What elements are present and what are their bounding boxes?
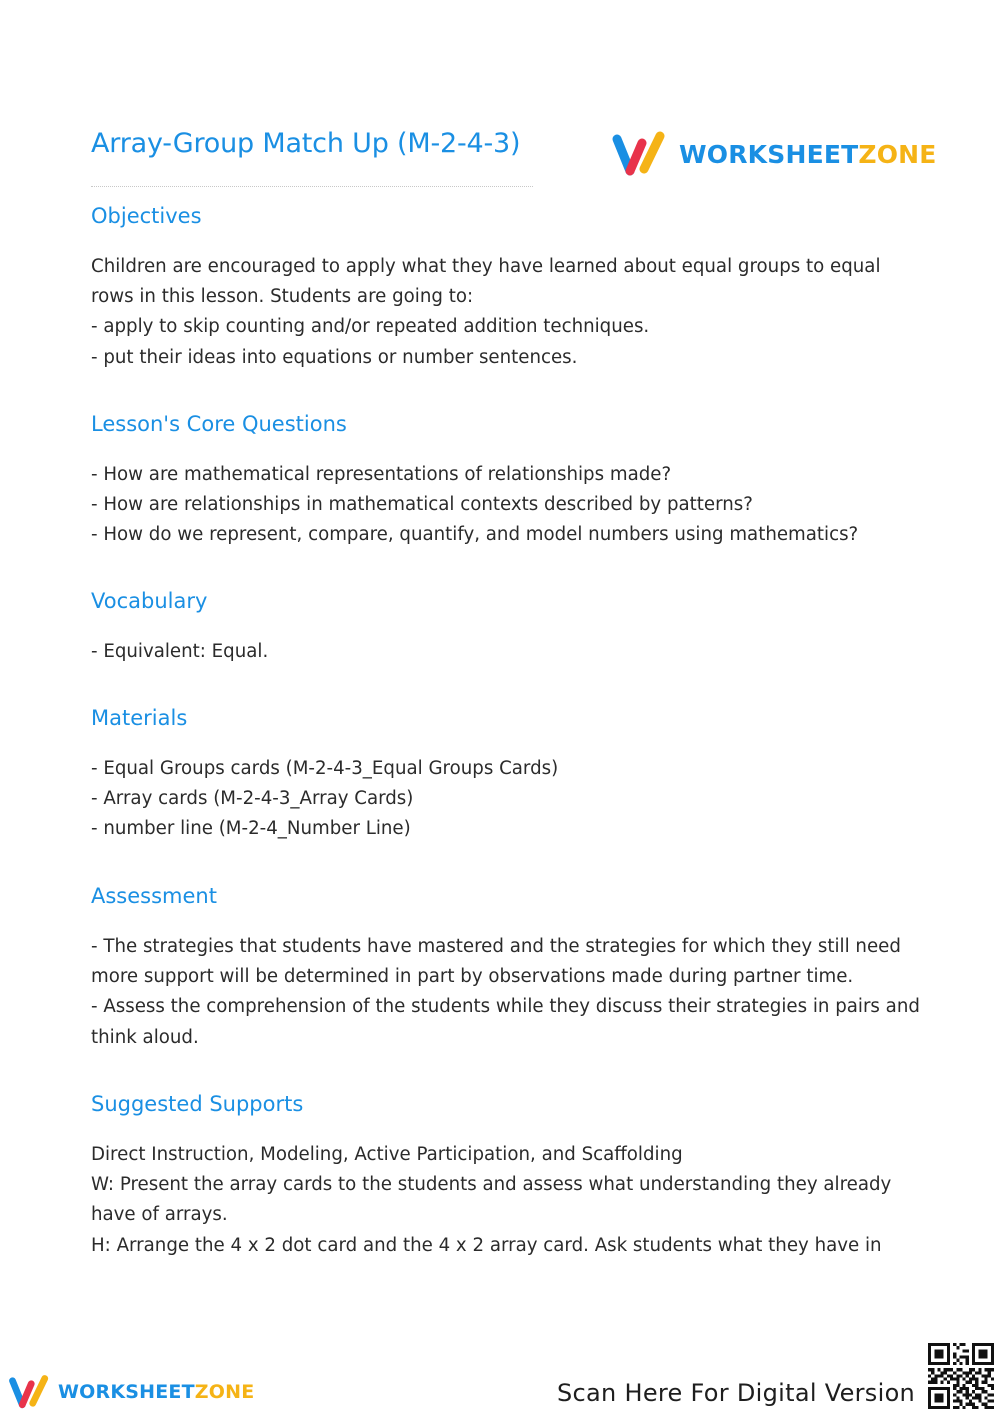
header-logo bbox=[611, 131, 937, 177]
footer-logo bbox=[8, 1374, 254, 1410]
brand-part-1: WORKSHEET bbox=[679, 139, 859, 169]
brand-part-2: ZONE bbox=[194, 1381, 255, 1403]
section-suggested-supports bbox=[91, 1088, 891, 1261]
text-line: - How are mathematical representations of relationships made? bbox=[91, 464, 672, 485]
worksheetzone-logo-icon bbox=[611, 131, 667, 177]
title-divider bbox=[91, 186, 533, 187]
text-line: H: Arrange the 4 x 2 dot card and the 4 x 2 array card. Ask students what they have in bbox=[91, 1234, 882, 1256]
text-line: - Assess the comprehension of the students while they discuss their strategies in pairs and bbox=[91, 996, 920, 1018]
section-heading: Suggested Supports bbox=[91, 1092, 304, 1116]
section-heading: Vocabulary bbox=[91, 589, 208, 613]
section-heading: Lesson's Core Questions bbox=[91, 412, 347, 436]
brand-wordmark bbox=[58, 1381, 254, 1403]
text-line: - apply to skip counting and/or repeated addition techniques. bbox=[91, 316, 650, 338]
section-core-questions bbox=[91, 408, 858, 551]
text-line: rows in this lesson. Students are going to: bbox=[91, 286, 474, 308]
text-line: W: Present the array cards to the students and assess what understanding they already bbox=[91, 1174, 892, 1196]
text-line: - put their ideas into equations or number sentences. bbox=[91, 346, 578, 368]
text-line: more support will be determined in part by observations made during partner time. bbox=[91, 966, 854, 988]
section-heading: Materials bbox=[91, 706, 188, 730]
text-line: think aloud. bbox=[91, 1026, 199, 1048]
section-materials bbox=[91, 702, 558, 845]
text-line: - The strategies that students have mastered and the strategies for which they still need bbox=[91, 936, 901, 957]
qr-code-icon[interactable] bbox=[928, 1343, 994, 1409]
text-line: - How do we represent, compare, quantify, and model numbers using mathematics? bbox=[91, 524, 859, 546]
section-heading: Assessment bbox=[91, 884, 217, 908]
section-heading: Objectives bbox=[91, 204, 202, 228]
brand-part-1: WORKSHEET bbox=[58, 1381, 195, 1403]
text-line: - How are relationships in mathematical contexts described by patterns? bbox=[91, 494, 753, 516]
text-line: - Equivalent: Equal. bbox=[91, 641, 269, 662]
section-objectives bbox=[91, 200, 881, 373]
page-title: Array-Group Match Up (M-2-4-3) bbox=[91, 128, 521, 159]
brand-wordmark bbox=[679, 140, 937, 169]
scan-caption: Scan Here For Digital Version bbox=[557, 1379, 916, 1407]
text-line: have of arrays. bbox=[91, 1204, 228, 1226]
section-vocabulary bbox=[91, 585, 268, 667]
text-line: - Equal Groups cards (M-2-4-3_Equal Groups Cards) bbox=[91, 758, 559, 779]
text-line: - number line (M-2-4_Number Line) bbox=[91, 818, 411, 840]
text-line: Children are encouraged to apply what they have learned about equal groups to equal bbox=[91, 256, 881, 277]
worksheetzone-logo-icon bbox=[8, 1374, 50, 1410]
brand-part-2: ZONE bbox=[858, 139, 937, 169]
text-line: Direct Instruction, Modeling, Active Participation, and Scaffolding bbox=[91, 1144, 683, 1165]
text-line: - Array cards (M-2-4-3_Array Cards) bbox=[91, 788, 414, 810]
section-assessment bbox=[91, 880, 920, 1053]
